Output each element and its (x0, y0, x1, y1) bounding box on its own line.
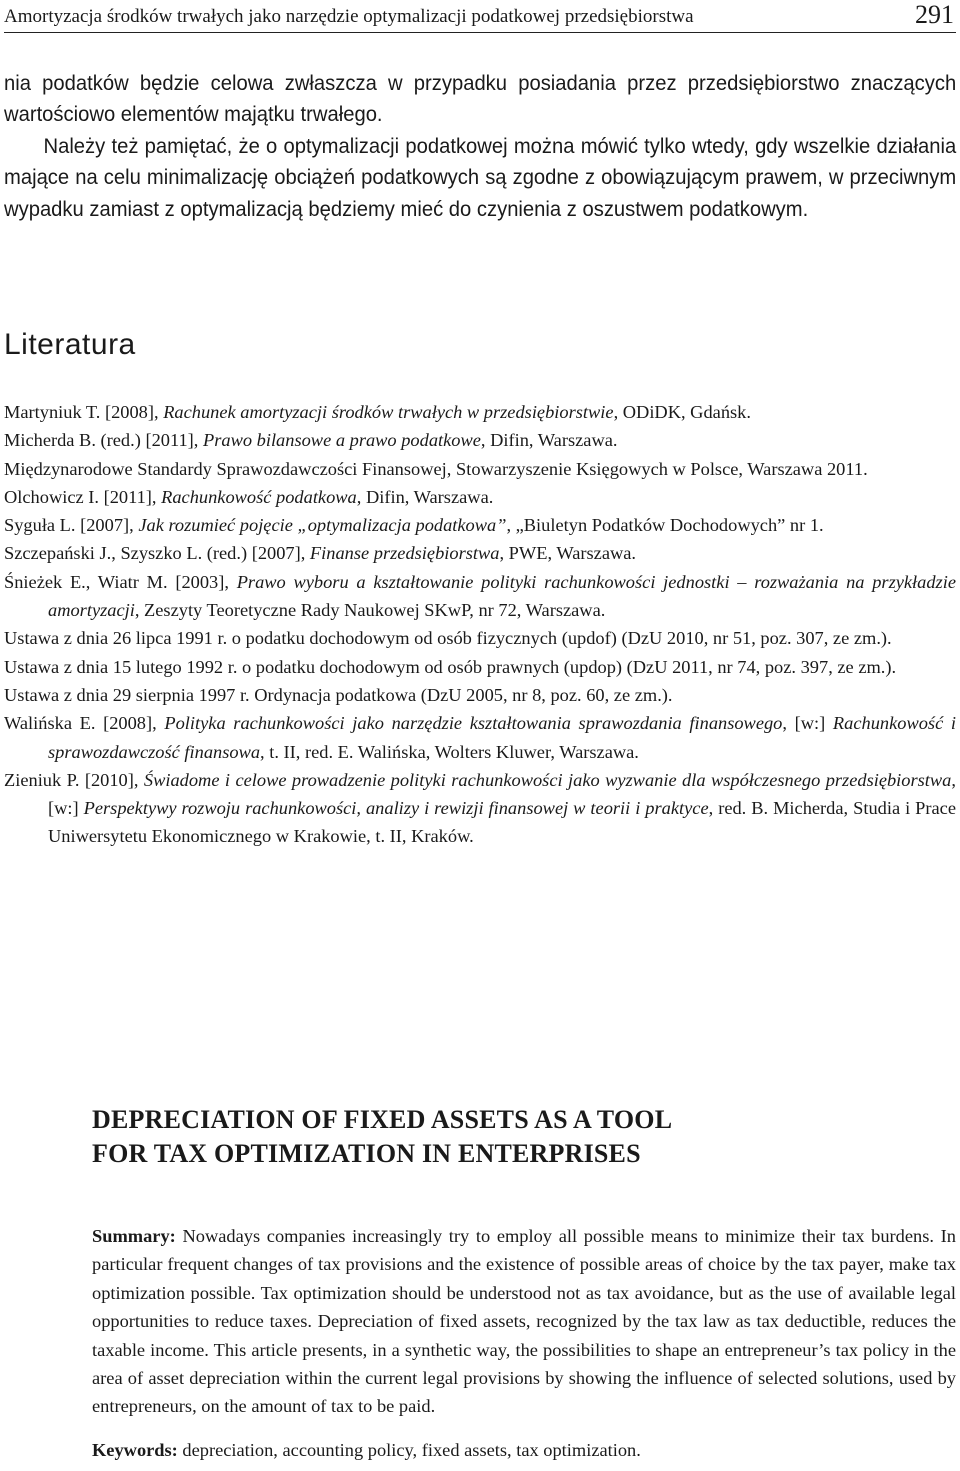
reference-item (4, 483, 956, 511)
page-number: 291 (915, 0, 954, 29)
reference-title: Rachunkowość i sprawozdawczość finansowa (48, 713, 956, 762)
reference-text: , Zeszyty Teoretyczne Rady Naukowej SKwP, nr 72, Warszawa. (134, 600, 606, 621)
reference-text: , ODiDK, Gdańsk. (613, 402, 751, 422)
abstract (92, 1222, 956, 1421)
reference-text: Ustawa z dnia 29 sierpnia 1997 r. Ordynacja podatkowa (DzU 2005, nr 8, poz. 60, ze zm.). (4, 684, 673, 705)
reference-text: , [w:] (48, 769, 956, 819)
reference-text: , Difin, Warszawa. (480, 430, 618, 451)
literature-heading: Literatura (4, 328, 136, 361)
reference-text: Micherda B. (red.) [2011], (4, 430, 203, 451)
reference-text: Ustawa z dnia 15 lutego 1992 r. o podatku dochodowym od osób prawnych (updop) (DzU 2011, nr 74, poz. 397, ze zm.). (4, 656, 897, 677)
english-summary (92, 1103, 956, 1464)
reference-item (4, 709, 956, 766)
summary-title-line-2: FOR TAX OPTIMIZATION IN ENTERPRISES (92, 1139, 641, 1168)
keywords-text: depreciation, accounting policy, fixed assets, tax optimization. (177, 1439, 641, 1460)
reference-title: Perspektywy rozwoju rachunkowości, analizy i rewizji finansowej w teorii i praktyce (83, 798, 709, 819)
reference-item (4, 455, 956, 483)
reference-item (4, 681, 956, 709)
body-text (4, 68, 956, 225)
reference-item (4, 568, 956, 625)
reference-text: Szczepański J., Szyszko L. (red.) [2007], (4, 543, 310, 564)
reference-text: , Difin, Warszawa. (356, 486, 494, 507)
reference-text: Ustawa z dnia 26 lipca 1991 r. o podatku dochodowym od osób fizycznych (updof) (DzU 2010, nr 51, poz. 307, ze zm.). (4, 628, 892, 649)
reference-item (4, 511, 956, 539)
reference-text: Martyniuk T. [2008], (4, 402, 164, 422)
paragraph-continued: nia podatków będzie celowa zwłaszcza w przypadku posiadania przez przedsiębiorstwo znaczących wartościowo elementów majątku trwałego. (4, 71, 957, 127)
reference-item (4, 624, 956, 652)
reference-text: Śnieżek E., Wiatr M. [2003], (4, 571, 237, 592)
reference-text: Olchowicz I. [2011], (4, 486, 162, 507)
summary-text: Nowadays companies increasingly try to employ all possible means to minimize their tax burdens. In particular frequent changes of tax provisions and the existence of possible areas of choice by the tax payer, make tax optimization possible. Tax optimization should be understood not as tax avoidance, but as the use of available legal opportunities to reduce taxes. Depreciation of fixed assets, recognized by the tax law as tax deductible, reduces the taxable income. This article presents, in a synthetic way, the possibilities to shape an entrepreneur’s tax policy in the area of asset depreciation within the current legal provisions by showing the influence of selected solutions, used by entrepreneurs, on the amount of tax to be paid. (92, 1226, 956, 1417)
reference-item (4, 653, 956, 681)
reference-title: Rachunkowość podatkowa (161, 486, 357, 507)
keywords (92, 1436, 956, 1464)
reference-title: Jak rozumieć pojęcie „optymalizacja podatkowa” (138, 515, 507, 536)
reference-title: Finanse przedsiębiorstwa (309, 543, 500, 564)
reference-list (4, 398, 956, 851)
reference-title: Prawo wyboru a kształtowanie polityki rachunkowości jednostki – rozważania na przykładzie amortyzacji (48, 571, 956, 621)
running-title: Amortyzacja środków trwałych jako narzędzie optymalizacji podatkowej przedsiębiorstwa (4, 6, 694, 27)
reference-text: Walińska E. [2008], (4, 713, 165, 734)
reference-item (4, 766, 956, 851)
reference-text: Syguła L. [2007], (4, 515, 139, 536)
reference-text: Zieniuk P. [2010], (4, 769, 144, 790)
paragraph: Należy też pamiętać, że o optymalizacji podatkowej można mówić tylko wtedy, gdy wszelkie działania mające na celu minimalizację obciążeń podatkowych są zgodne z obowiązującym prawem, w przeciwnym wypadku zamiast z optymalizacją będziemy mieć do czynienia z oszustwem podatkowym. (4, 133, 957, 221)
reference-text: Międzynarodowe Standardy Sprawozdawczości Finansowej, Stowarzyszenie Księgowych w Polsce, Warszawa 2011. (4, 458, 868, 479)
reference-title: Polityka rachunkowości jako narzędzie kształtowania sprawozdania finansowego (164, 713, 783, 734)
reference-text: , PWE, Warszawa. (499, 543, 637, 564)
reference-title: Rachunek amortyzacji środków trwałych w przedsiębiorstwie (163, 402, 614, 422)
reference-title: Prawo bilansowe a prawo podatkowe (203, 430, 481, 451)
summary-label: Summary: (92, 1226, 176, 1246)
reference-item (4, 398, 956, 426)
reference-text: , [w:] (782, 713, 833, 734)
reference-item (4, 426, 956, 454)
reference-text: , „Biuletyn Podatków Dochodowych” nr 1. (506, 515, 824, 536)
running-header (4, 0, 956, 33)
summary-title (92, 1103, 956, 1171)
reference-title: Świadome i celowe prowadzenie polityki rachunkowości jako wyzwanie dla współczesnego przedsiębiorstwa (143, 769, 952, 790)
reference-item (4, 539, 956, 567)
reference-text: , red. B. Micherda, Studia i Prace Uniwersytetu Ekonomicznego w Krakowie, t. II, Kraków. (48, 798, 956, 847)
reference-text: , t. II, red. E. Walińska, Wolters Kluwer, Warszawa. (260, 741, 639, 762)
summary-title-line-1: DEPRECIATION OF FIXED ASSETS AS A TOOL (92, 1105, 673, 1134)
keywords-label: Keywords: (92, 1439, 178, 1460)
